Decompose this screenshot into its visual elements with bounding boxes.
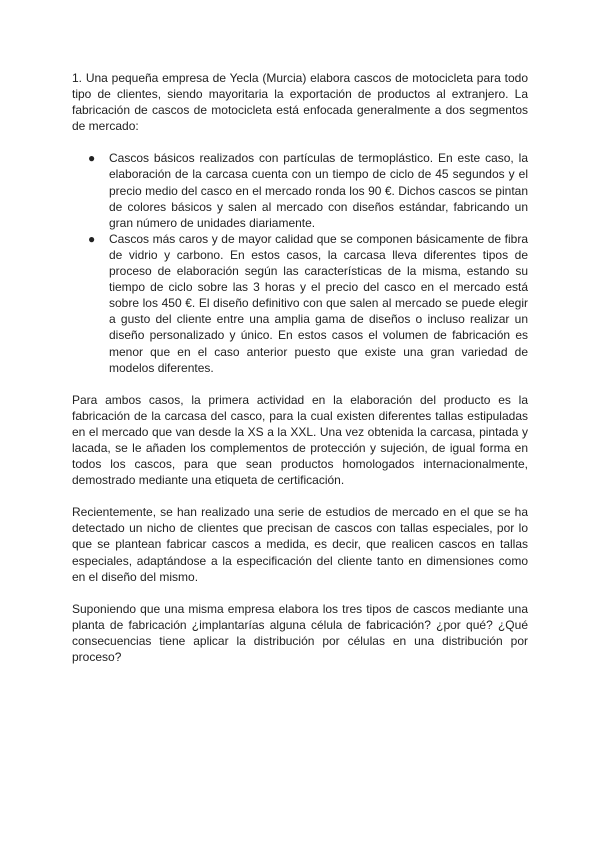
document-body — [72, 70, 528, 665]
spacer — [72, 376, 528, 392]
list-item-text: Cascos más caros y de mayor calidad que se componen básicamente de fibra de vidrio y carbono. En estos casos, la carcasa lleva diferentes tipos de proceso de elaboración según las características de la misma, estando su tiempo de ciclo sobre las 3 horas y el precio del casco en el mercado está sobre los 450 €. El diseño definitivo con que salen al mercado se puede elegir a gusto del cliente entre una amplia gama de diseños o incluso realizar un diseño personalizado y único. En estos casos el volumen de fabricación es menor que en el caso anterior puesto que existe una gran variedad de modelos diferentes. — [109, 231, 528, 375]
spacer — [72, 585, 528, 601]
paragraph-question: Suponiendo que una misma empresa elabora los tres tipos de cascos mediante una planta de fabricación ¿implantarías alguna célula de fabricación? ¿por qué? ¿Qué consecuencias tiene aplicar la distribución por células en una distribución por proceso? — [72, 601, 528, 664]
paragraph-market-study: Recientemente, se han realizado una serie de estudios de mercado en el que se ha detectado un nicho de clientes que precisan de cascos con tallas especiales, por lo que se plantean fabricar cascos a medida, es decir, que realicen cascos en tallas especiales, adaptándose a la especificación del cliente tanto en dimensiones como en el diseño del mismo. — [72, 505, 528, 584]
list-item — [72, 150, 528, 230]
spacer — [72, 488, 528, 504]
paragraph-manufacturing: Para ambos casos, la primera actividad en la elaboración del producto es la fabricación de la carcasa del casco, para la cual existen diferentes tallas estipuladas en el mercado que van desde la XS a la XXL. Una vez obtenida la carcasa, pintada y lacada, se le añaden los complementos de protección y sujeción, de igual forma en todos los cascos, para que sean productos homologados internacionalmente, demostrado mediante una etiqueta de certificación. — [72, 392, 528, 488]
segment-list — [72, 150, 528, 375]
bullet-icon: ● — [88, 231, 96, 246]
list-item — [72, 231, 528, 376]
bullet-icon: ● — [88, 151, 96, 166]
list-item-text: Cascos básicos realizados con partículas de termoplástico. En este caso, la elaboración de la carcasa cuenta con un tiempo de ciclo de 45 segundos y el precio medio del casco en el mercado ronda los 90 €. Dichos cascos se pintan de colores básicos y salen al mercado con diseños estándar, fabricando un gran número de unidades diariamente. — [109, 151, 528, 230]
intro-paragraph: 1. Una pequeña empresa de Yecla (Murcia) elabora cascos de motocicleta para todo tipo de clientes, siendo mayoritaria la exportación de productos al extranjero. La fabricación de cascos de motocicleta está enfocada generalmente a dos segmentos de mercado: — [72, 71, 528, 134]
